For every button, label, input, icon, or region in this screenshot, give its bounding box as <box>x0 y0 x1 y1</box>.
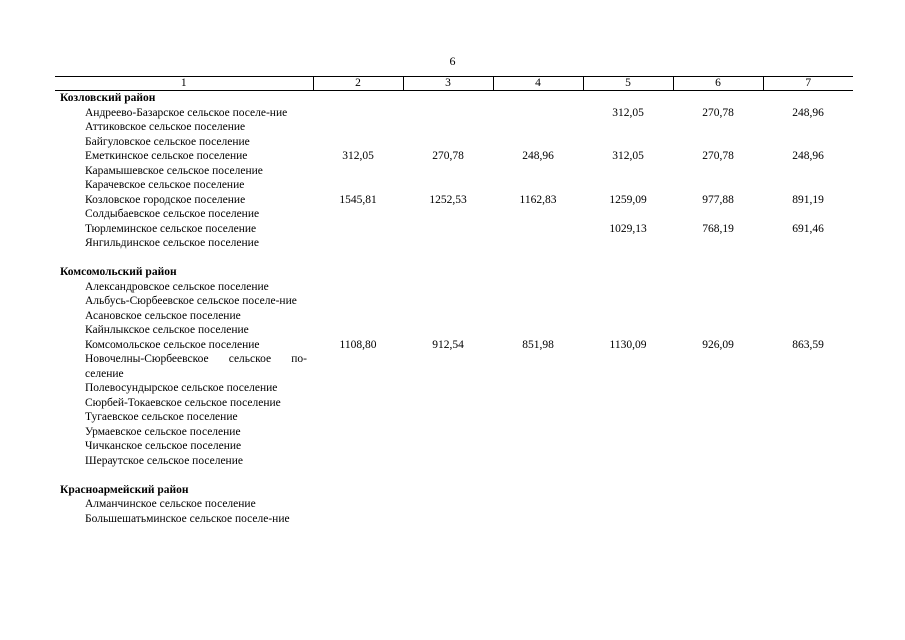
value-cell-col-4 <box>493 497 583 512</box>
settlement-name: Карамышевское сельское поселение <box>85 164 263 177</box>
value-cell-col-5 <box>583 280 673 295</box>
value-cell-col-7 <box>763 410 853 425</box>
settlement-row <box>55 439 853 454</box>
table-body <box>55 91 853 527</box>
value-cell-col-2 <box>313 178 403 193</box>
value-cell-col-6 <box>673 352 763 381</box>
value-cell-col-3 <box>403 396 493 411</box>
settlement-name: Алманчинское сельское поселение <box>85 498 256 510</box>
value-cell-col-7 <box>763 323 853 338</box>
value-cell-col-5 <box>583 294 673 309</box>
value-cell-col-6: 926,09 <box>702 338 734 351</box>
value-cell-col-6 <box>673 280 763 295</box>
settlement-name: Тугаевское сельское поселение <box>85 411 238 423</box>
value-cell-col-3 <box>403 135 493 150</box>
column-header-3: 3 <box>403 77 493 91</box>
value-cell-col-2: 312,05 <box>342 150 374 162</box>
settlement-row <box>55 135 853 150</box>
table-header <box>55 77 853 91</box>
value-cell-col-7 <box>763 120 853 135</box>
value-cell-col-3 <box>403 120 493 135</box>
value-cell-col-6 <box>673 207 763 222</box>
column-header-2: 2 <box>313 77 403 91</box>
value-cell-col-6: 977,88 <box>702 193 734 206</box>
value-cell-col-2 <box>313 410 403 425</box>
value-cell-col-7 <box>763 454 853 469</box>
value-cell-col-3 <box>403 410 493 425</box>
value-cell-col-2 <box>313 323 403 338</box>
value-cell-col-4 <box>493 323 583 338</box>
value-cell-col-7: 248,96 <box>792 106 824 119</box>
value-cell-col-3 <box>403 454 493 469</box>
value-cell-col-5 <box>583 178 673 193</box>
value-cell-col-5 <box>583 120 673 135</box>
value-cell-col-6 <box>673 309 763 324</box>
value-cell-col-6 <box>673 497 763 512</box>
settlement-name: Аттиковское сельское поселение <box>85 121 246 133</box>
value-cell-col-6 <box>673 236 763 251</box>
value-cell-col-5 <box>583 396 673 411</box>
value-cell-col-3 <box>403 352 493 381</box>
value-cell-col-7 <box>763 497 853 512</box>
value-cell-col-6 <box>673 396 763 411</box>
value-cell-col-4 <box>493 106 583 121</box>
value-cell-col-4 <box>493 207 583 222</box>
district-spacer <box>55 251 853 266</box>
settlement-row <box>55 164 853 179</box>
value-cell-col-2 <box>313 207 403 222</box>
value-cell-col-3 <box>403 222 493 237</box>
settlement-row <box>55 425 853 440</box>
value-cell-col-7 <box>763 381 853 396</box>
value-cell-col-7 <box>763 135 853 150</box>
value-cell-col-6 <box>673 294 763 309</box>
value-cell-col-7 <box>763 207 853 222</box>
settlement-name: Асановское сельское поселение <box>85 309 241 322</box>
value-cell-col-5: 312,05 <box>612 106 644 119</box>
value-cell-col-6 <box>673 120 763 135</box>
district-row <box>55 91 853 106</box>
value-cell-col-2 <box>313 222 403 237</box>
settlement-name: Полевосундырское сельское поселение <box>85 382 278 394</box>
settlement-row <box>55 323 853 338</box>
settlement-name: Андреево-Базарское сельское поселе-ние <box>85 106 288 119</box>
value-cell-col-3 <box>403 497 493 512</box>
value-cell-col-2 <box>313 164 403 179</box>
value-cell-col-7 <box>763 425 853 440</box>
settlement-row <box>55 454 853 469</box>
district-name: Комсомольский район <box>60 266 177 278</box>
value-cell-col-4 <box>493 410 583 425</box>
value-cell-col-5: 1029,13 <box>609 222 647 235</box>
district-row <box>55 265 853 280</box>
value-cell-col-2 <box>313 309 403 324</box>
district-row <box>55 483 853 498</box>
column-number-row <box>55 77 853 91</box>
value-cell-col-5 <box>583 164 673 179</box>
column-header-7: 7 <box>763 77 853 91</box>
value-cell-col-3 <box>403 512 493 527</box>
settlement-row <box>55 149 853 164</box>
settlement-name: Козловское городское поселение <box>85 193 246 206</box>
value-cell-col-7 <box>763 164 853 179</box>
value-cell-col-6 <box>673 178 763 193</box>
value-cell-col-5 <box>583 236 673 251</box>
value-cell-col-4 <box>493 454 583 469</box>
value-cell-col-6 <box>673 381 763 396</box>
settlement-row <box>55 309 853 324</box>
value-cell-col-5 <box>583 207 673 222</box>
settlement-row <box>55 120 853 135</box>
value-cell-col-5 <box>583 352 673 381</box>
value-cell-col-6 <box>673 323 763 338</box>
value-cell-col-2 <box>313 396 403 411</box>
value-cell-col-7 <box>763 396 853 411</box>
value-cell-col-4 <box>493 439 583 454</box>
value-cell-col-7 <box>763 439 853 454</box>
settlement-row <box>55 106 853 121</box>
settlement-name: Альбусь-Сюрбеевское сельское поселе-ние <box>85 295 297 307</box>
value-cell-col-6 <box>673 512 763 527</box>
value-cell-col-5 <box>583 381 673 396</box>
value-cell-col-2 <box>313 439 403 454</box>
value-cell-col-4 <box>493 135 583 150</box>
value-cell-col-2: 1545,81 <box>339 193 377 206</box>
value-cell-col-3 <box>403 425 493 440</box>
column-header-6: 6 <box>673 77 763 91</box>
value-cell-col-4: 1162,83 <box>519 193 557 206</box>
value-cell-col-4 <box>493 425 583 440</box>
value-cell-col-2 <box>313 512 403 527</box>
value-cell-col-5 <box>583 497 673 512</box>
value-cell-col-6: 270,78 <box>702 106 734 119</box>
value-cell-col-4 <box>493 222 583 237</box>
value-cell-col-5 <box>583 512 673 527</box>
value-cell-col-2 <box>313 294 403 309</box>
district-name: Козловский район <box>60 92 156 104</box>
settlement-name: Комсомольское сельское поселение <box>85 338 260 351</box>
value-cell-col-6 <box>673 454 763 469</box>
value-cell-col-4 <box>493 512 583 527</box>
settlement-name: Урмаевское сельское поселение <box>85 425 241 438</box>
settlement-row <box>55 497 853 512</box>
settlement-name: Шераутское сельское поселение <box>85 454 243 467</box>
settlement-row <box>55 381 853 396</box>
settlement-row <box>55 338 853 353</box>
settlement-name: Новочелны-Сюрбеевское сельское по-селение <box>85 353 307 380</box>
settlement-name: Тюрлеминское сельское поселение <box>85 222 257 235</box>
district-name: Красноармейский район <box>60 483 189 496</box>
data-table <box>55 76 853 526</box>
settlement-name: Байгуловское сельское поселение <box>85 135 250 148</box>
settlement-row <box>55 352 853 381</box>
settlement-name: Чичканское сельское поселение <box>85 440 242 452</box>
value-cell-col-3 <box>403 236 493 251</box>
value-cell-col-7 <box>763 309 853 324</box>
value-cell-col-6 <box>673 135 763 150</box>
settlement-row <box>55 178 853 193</box>
value-cell-col-5 <box>583 425 673 440</box>
settlement-row <box>55 207 853 222</box>
district-spacer <box>55 468 853 483</box>
value-cell-col-4 <box>493 352 583 381</box>
value-cell-col-4 <box>493 396 583 411</box>
value-cell-col-2 <box>313 280 403 295</box>
value-cell-col-4 <box>493 381 583 396</box>
value-cell-col-2 <box>313 135 403 150</box>
value-cell-col-4 <box>493 178 583 193</box>
value-cell-col-7 <box>763 178 853 193</box>
value-cell-col-2 <box>313 236 403 251</box>
value-cell-col-5 <box>583 454 673 469</box>
value-cell-col-4: 851,98 <box>522 338 554 351</box>
value-cell-col-3: 1252,53 <box>429 193 467 206</box>
value-cell-col-7 <box>763 236 853 251</box>
value-cell-col-2 <box>313 497 403 512</box>
value-cell-col-3 <box>403 280 493 295</box>
value-cell-col-2 <box>313 381 403 396</box>
value-cell-col-5: 1130,09 <box>609 338 647 351</box>
value-cell-col-3 <box>403 106 493 121</box>
settlement-name: Александровское сельское поселение <box>85 280 269 293</box>
value-cell-col-3 <box>403 164 493 179</box>
value-cell-col-4 <box>493 120 583 135</box>
settlement-row <box>55 193 853 208</box>
value-cell-col-3 <box>403 178 493 193</box>
value-cell-col-3 <box>403 294 493 309</box>
value-cell-col-4 <box>493 309 583 324</box>
value-cell-col-3 <box>403 323 493 338</box>
value-cell-col-7: 891,19 <box>792 193 824 206</box>
value-cell-col-3 <box>403 309 493 324</box>
value-cell-col-2 <box>313 106 403 121</box>
value-cell-col-7 <box>763 512 853 527</box>
value-cell-col-5 <box>583 323 673 338</box>
value-cell-col-4: 248,96 <box>522 150 554 162</box>
value-cell-col-3: 270,78 <box>432 150 464 162</box>
value-cell-col-3 <box>403 207 493 222</box>
settlement-name: Сюрбей-Токаевское сельское поселение <box>85 396 281 409</box>
value-cell-col-4 <box>493 294 583 309</box>
settlement-row <box>55 512 853 527</box>
value-cell-col-7: 248,96 <box>792 150 824 162</box>
value-cell-col-5 <box>583 410 673 425</box>
value-cell-col-6: 768,19 <box>702 222 734 235</box>
value-cell-col-4 <box>493 280 583 295</box>
spacer-cell <box>55 251 853 266</box>
value-cell-col-7: 863,59 <box>792 338 824 351</box>
settlement-name: Карачевское сельское поселение <box>85 179 245 191</box>
value-cell-col-5: 312,05 <box>612 150 644 162</box>
settlement-name: Большешатьминское сельское поселе-ние <box>85 512 290 525</box>
column-header-4: 4 <box>493 77 583 91</box>
column-header-5: 5 <box>583 77 673 91</box>
settlement-row <box>55 294 853 309</box>
value-cell-col-6 <box>673 439 763 454</box>
settlement-row <box>55 236 853 251</box>
page-number: 6 <box>449 54 456 68</box>
value-cell-col-3: 912,54 <box>432 338 464 351</box>
value-cell-col-5 <box>583 135 673 150</box>
value-cell-col-7 <box>763 294 853 309</box>
value-cell-col-7: 691,46 <box>792 222 824 235</box>
value-cell-col-5 <box>583 439 673 454</box>
value-cell-col-6 <box>673 410 763 425</box>
value-cell-col-2: 1108,80 <box>339 338 377 351</box>
value-cell-col-2 <box>313 352 403 381</box>
settlement-row <box>55 222 853 237</box>
value-cell-col-6: 270,78 <box>702 150 734 162</box>
value-cell-col-2 <box>313 120 403 135</box>
value-cell-col-6 <box>673 425 763 440</box>
value-cell-col-3 <box>403 381 493 396</box>
value-cell-col-3 <box>403 439 493 454</box>
settlement-row <box>55 410 853 425</box>
value-cell-col-4 <box>493 164 583 179</box>
value-cell-col-2 <box>313 454 403 469</box>
spacer-cell <box>55 468 853 483</box>
value-cell-col-5: 1259,09 <box>609 193 647 206</box>
value-cell-col-7 <box>763 352 853 381</box>
settlement-name: Янгильдинское сельское поселение <box>85 237 259 249</box>
value-cell-col-5 <box>583 309 673 324</box>
column-header-1: 1 <box>55 77 313 91</box>
settlement-name: Кайнлыкское сельское поселение <box>85 324 249 336</box>
settlement-name: Еметкинское сельское поселение <box>85 150 248 162</box>
settlement-row <box>55 396 853 411</box>
value-cell-col-7 <box>763 280 853 295</box>
value-cell-col-2 <box>313 425 403 440</box>
value-cell-col-6 <box>673 164 763 179</box>
settlement-name: Солдыбаевское сельское поселение <box>85 208 260 220</box>
value-cell-col-4 <box>493 236 583 251</box>
settlement-row <box>55 280 853 295</box>
